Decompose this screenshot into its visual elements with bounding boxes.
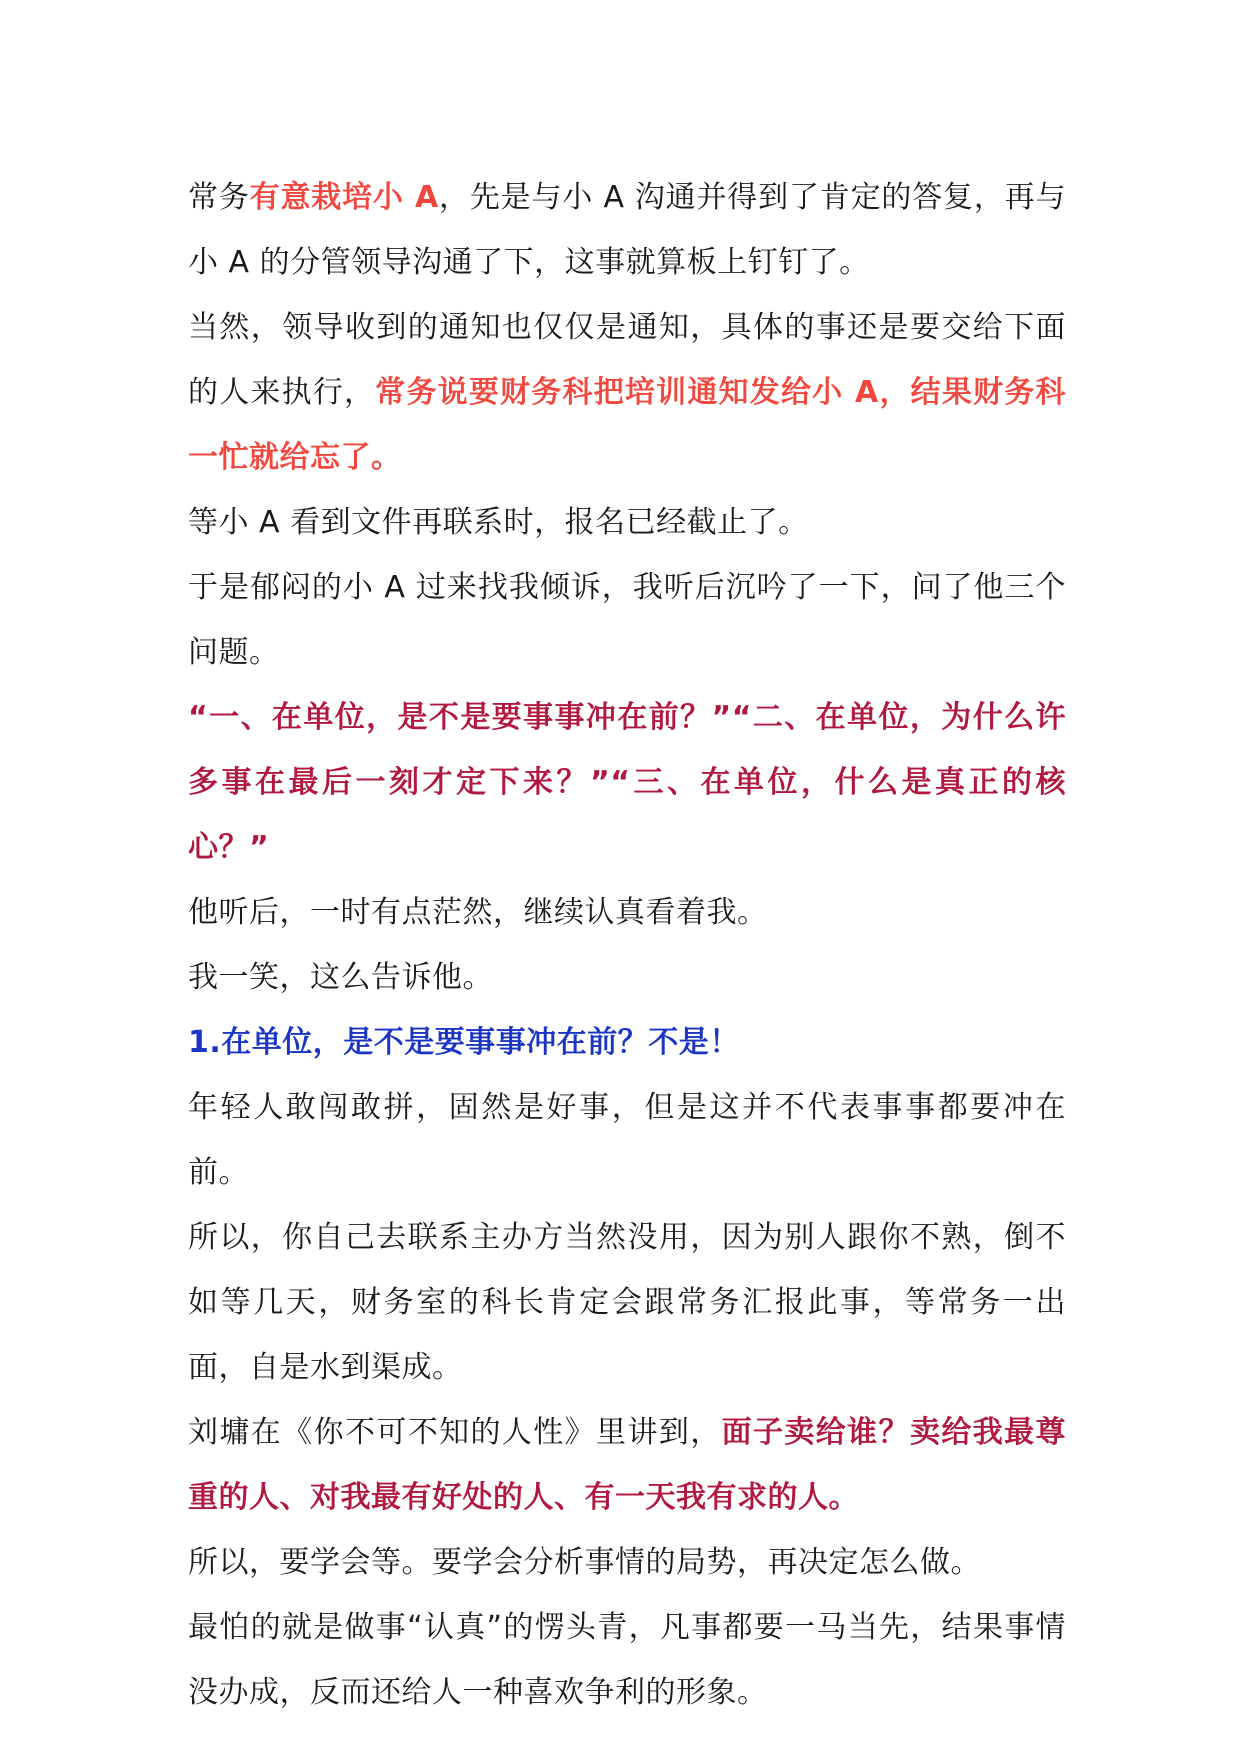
paragraph-7: 我一笑，这么告诉他。 (188, 960, 493, 995)
text: 刘墉在《你不可不知的人性》里讲到， (188, 1415, 722, 1450)
section-heading-1: 1.在单位，是不是要事事冲在前？不是！ (188, 1025, 740, 1060)
paragraph-3: 等小 A 看到文件再联系时，报名已经截止了。 (188, 505, 809, 540)
text: 常务 (188, 180, 250, 215)
highlight-text: 有意栽培小 A (249, 180, 439, 215)
paragraph-11: 所以，要学会等。要学会分析事情的局势，再决定怎么做。 (188, 1545, 981, 1580)
text: 当然，领导收到的通知也仅仅是通知，具体的事还是要交给下面的人来执行， (188, 310, 1066, 410)
paragraph-8: 年轻人敢闯敢拼，固然是好事，但是这并不代表事事都要冲在前。 (188, 1090, 1066, 1190)
paragraph-10 (188, 1400, 1066, 1530)
text: ，先是与小 A 沟通并得到了肯定的答复，再与小 A 的分管领导沟通了下，这事就算板上钉钉了。 (188, 180, 1066, 280)
paragraph-6: 他听后，一时有点茫然，继续认真看着我。 (188, 895, 768, 930)
paragraph-1 (188, 165, 1066, 295)
highlight-text: 常务说要财务科把培训通知发给小 A，结果财务科一忙就给忘了。 (188, 375, 1066, 475)
paragraph-12: 最怕的就是做事“认真”的愣头青，凡事都要一马当先，结果事情没办成，反而还给人一种喜欢争利的形象。 (188, 1610, 1066, 1710)
article-body (188, 165, 1066, 1725)
paragraph-4: 于是郁闷的小 A 过来找我倾诉，我听后沉吟了一下，问了他三个问题。 (188, 570, 1066, 670)
paragraph-2 (188, 295, 1066, 490)
highlight-quote: 面子卖给谁？卖给我最尊重的人、对我最有好处的人、有一天我有求的人。 (188, 1415, 1067, 1515)
paragraph-9: 所以，你自己去联系主办方当然没用，因为别人跟你不熟，倒不如等几天，财务室的科长肯定会跟常务汇报此事，等常务一出面，自是水到渠成。 (188, 1220, 1066, 1385)
three-questions: “一、在单位，是不是要事事冲在前？”“二、在单位，为什么许多事在最后一刻才定下来？”“三、在单位，什么是真正的核心？” (188, 700, 1066, 865)
